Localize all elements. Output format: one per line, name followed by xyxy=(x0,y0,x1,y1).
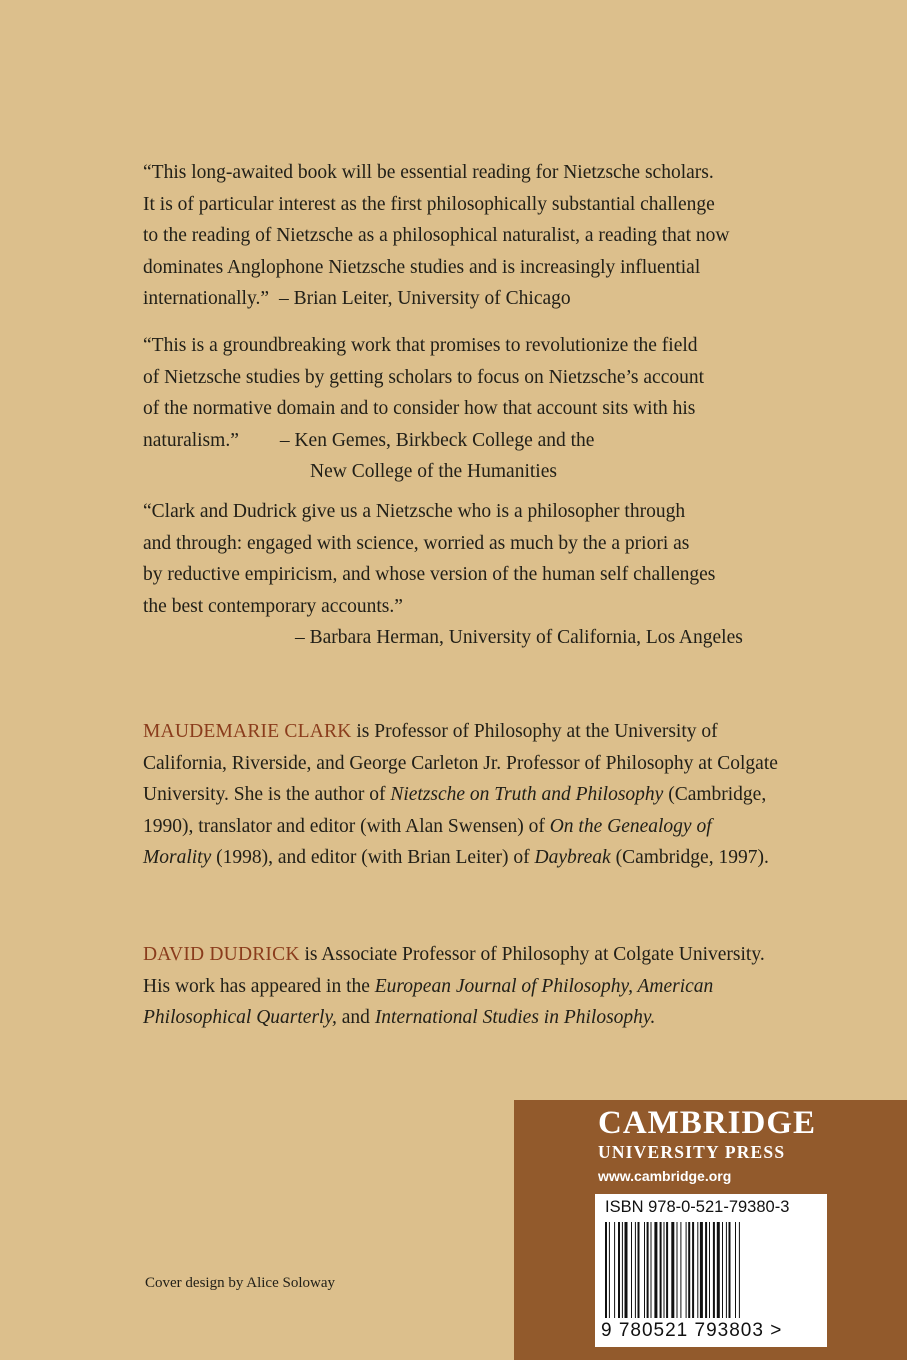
barcode-bar xyxy=(692,1222,694,1318)
barcode-bar xyxy=(722,1222,723,1318)
barcode-bar xyxy=(666,1222,668,1318)
quote-line-last xyxy=(143,425,793,457)
quote-line: dominates Anglophone Nietzsche studies and is increasingly influential xyxy=(143,256,701,278)
author-bio-clark xyxy=(143,716,783,874)
barcode-bar xyxy=(677,1222,678,1318)
barcode-bar xyxy=(705,1222,707,1318)
publisher-name: CAMBRIDGE xyxy=(598,1105,817,1141)
barcode-bar xyxy=(709,1222,710,1318)
barcode-bar xyxy=(717,1222,720,1318)
barcode-bar xyxy=(647,1222,649,1318)
barcode-bar xyxy=(635,1222,636,1318)
barcode-bar xyxy=(660,1222,662,1318)
barcode-bar xyxy=(686,1222,687,1318)
barcode-bar xyxy=(680,1222,681,1318)
journal-title: International Studies in Philosophy. xyxy=(374,1007,656,1028)
quote-attribution-line2: New College of the Humanities xyxy=(310,461,557,482)
bio-text: is Professor of Philosophy at the University of California, Riverside, and George Carleton Jr. Professor of Philosophy at Colgate University. She is the author of xyxy=(143,721,778,805)
quote-attribution: – Ken Gemes, Birkbeck College and the xyxy=(279,429,595,451)
quote-line: internationally.” xyxy=(143,288,269,309)
barcode-bar xyxy=(614,1222,615,1318)
bio-text: (Cambridge, 1990), translator and editor (with Alan Swensen) of xyxy=(143,784,767,837)
quote-line: naturalism.” xyxy=(143,429,239,451)
quote-line: “This long-awaited book will be essential reading for Nietzsche scholars. xyxy=(143,162,714,183)
author-name: DAVID DUDRICK xyxy=(143,944,300,965)
book-title: Daybreak xyxy=(534,847,611,868)
author-bio-dudrick xyxy=(143,939,783,1034)
book-title: Nietzsche on Truth and Philosophy xyxy=(390,784,664,805)
author-name: MAUDEMARIE CLARK xyxy=(143,721,352,742)
isbn-number: ISBN 978-0-521-79380-3 xyxy=(605,1198,790,1216)
barcode-bar xyxy=(618,1222,620,1318)
book-title: On the Genealogy of Morality xyxy=(143,815,712,868)
barcode-image xyxy=(605,1222,817,1318)
barcode-bar xyxy=(688,1222,690,1318)
barcode-bar xyxy=(713,1222,715,1318)
barcode-bar xyxy=(605,1222,607,1318)
barcode-bar xyxy=(651,1222,652,1318)
quote-attribution: – Barbara Herman, University of California, Los Angeles xyxy=(295,627,743,648)
publisher-url: www.cambridge.org xyxy=(598,1168,732,1184)
barcode-bar xyxy=(609,1222,610,1318)
quote-line: of Nietzsche studies by getting scholars to focus on Nietzsche’s account xyxy=(143,366,705,388)
barcode-bar xyxy=(631,1222,632,1318)
journal-titles: European Journal of Philosophy, American Philosophical Quarterly, xyxy=(143,975,714,1028)
quote-line-last xyxy=(143,283,793,315)
quote-herman xyxy=(143,496,793,654)
barcode-bar xyxy=(664,1222,665,1318)
quote-line: “Clark and Dudrick give us a Nietzsche who is a philosopher through xyxy=(143,501,686,522)
barcode-bar xyxy=(697,1222,698,1318)
barcode-bar xyxy=(700,1222,703,1318)
isbn-barcode-box xyxy=(595,1194,827,1347)
barcode-bar xyxy=(644,1222,645,1318)
bio-text: (Cambridge, 1997). xyxy=(610,847,769,868)
publisher-panel xyxy=(514,1100,907,1360)
quote-leiter xyxy=(143,157,793,315)
barcode-bar xyxy=(638,1222,640,1318)
quote-line: It is of particular interest as the first philosophically substantial challenge xyxy=(143,193,715,215)
publisher-press: UNIVERSITY PRESS xyxy=(598,1142,786,1162)
cover-design-credit: Cover design by Alice Soloway xyxy=(145,1275,335,1291)
quote-gemes xyxy=(143,330,793,488)
barcode-bar xyxy=(654,1222,657,1318)
barcode-bar xyxy=(729,1222,731,1318)
barcode-bar xyxy=(726,1222,727,1318)
bio-text: (1998), and editor (with Brian Leiter) of xyxy=(211,847,535,868)
barcode-digits: 9 780521 793803 > xyxy=(601,1320,783,1341)
barcode-bar xyxy=(739,1222,740,1318)
barcode-bar xyxy=(625,1222,628,1318)
quote-attribution: – Brian Leiter, University of Chicago xyxy=(278,288,571,309)
barcode-bar xyxy=(671,1222,674,1318)
barcode-bar xyxy=(735,1222,736,1318)
quote-line: “This is a groundbreaking work that promises to revolutionize the field xyxy=(143,335,698,356)
quote-line: the best contemporary accounts.” xyxy=(143,595,403,617)
quote-line: and through: engaged with science, worried as much by the a priori as xyxy=(143,532,690,554)
quote-line: by reductive empiricism, and whose version of the human self challenges xyxy=(143,564,716,585)
bio-text: is Associate Professor of Philosophy at Colgate University. His work has appeared in the xyxy=(143,944,765,997)
quote-line: of the normative domain and to consider how that account sits with his xyxy=(143,398,696,419)
barcode-bar xyxy=(622,1222,623,1318)
quote-line: to the reading of Nietzsche as a philosophical naturalist, a reading that now xyxy=(143,225,730,246)
bio-text: and xyxy=(336,1007,375,1028)
